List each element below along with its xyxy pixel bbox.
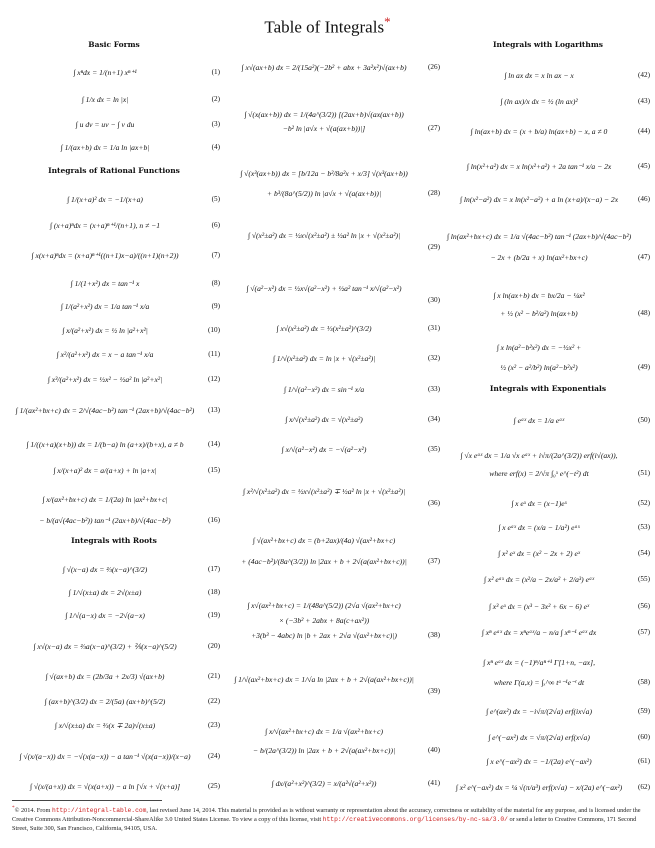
equation-number: (43): [638, 97, 650, 105]
equation-number: (26): [428, 63, 440, 71]
equation: ∫ √(x/(a−x)) dx = −√(x(a−x)) − a tan⁻¹ √(x(a−x))/(x−a): [19, 751, 191, 761]
equation: where erf(x) = 2/√π ∫₀ˣ e^(−t²) dt: [489, 468, 589, 478]
equation-row: [8, 637, 220, 655]
equation-row: [446, 518, 650, 536]
equation-number: (3): [211, 120, 220, 128]
equation: ∫ xⁿ eᵃˣ dx = (−1)ⁿ/aⁿ⁺¹ Γ[1+n, −ax],: [483, 657, 595, 667]
equation: ∫ u dv = uv − ∫ v du: [75, 119, 135, 129]
equation-number: (41): [428, 779, 440, 787]
equation: ∫ √x eᵃˣ dx = 1/a √x eᵃˣ + i√π/(2a^(3/2)) erf(i√(ax)),: [460, 450, 618, 460]
equation-row: [8, 560, 220, 578]
equation-number: (52): [638, 499, 650, 507]
equation: ∫ xⁿdx = 1/(n+1) xⁿ⁺¹: [73, 67, 137, 77]
equation: ∫ e^(ax²) dx = −i√π/(2√a) erf(ix√a): [485, 706, 592, 716]
equation-row: [226, 741, 440, 759]
equation-row: [446, 411, 650, 429]
equation: ∫ ln(x²+a²) dx = x ln(x²+a²) + 2a tan⁻¹ x/a − 2x: [466, 161, 612, 171]
equation-number: (46): [638, 195, 650, 203]
equation-number: (57): [638, 628, 650, 636]
equation: ∫ (ax+b)^(3/2) dx = 2/(5a) (ax+b)^(5/2): [44, 696, 166, 706]
equation: + ½ (x² − b²/a²) ln(ax+b): [500, 308, 578, 318]
equation-number: (36): [428, 499, 440, 507]
equation: ∫ ln(ax²+bx+c) dx = 1/a √(4ac−b²) tan⁻¹ (2ax+b)/√(4ac−b²): [446, 231, 632, 241]
equation: ∫ x eˣ dx = (x−1)eˣ: [511, 498, 567, 508]
equation: ∫ x/(a²+x²) dx = ½ ln |a²+x²|: [62, 325, 148, 335]
equation-row: [8, 692, 220, 710]
equation-number: (60): [638, 733, 650, 741]
equation: ∫ x/√(ax²+bx+c) dx = 1/a √(ax²+bx+c): [265, 726, 383, 736]
equation: ∫ ln(x²−a²) dx = x ln(x²−a²) + a ln (x+a)/(x−a) − 2x: [459, 194, 619, 204]
equation-row: [226, 238, 440, 256]
equation-number: (2): [211, 95, 220, 103]
equation-number: (21): [208, 672, 220, 680]
equation-number: (9): [211, 302, 220, 310]
equation: − b/(a√(4ac−b²)) tan⁻¹ (2ax+b)/√(4ac−b²): [39, 515, 171, 525]
equation-row: [226, 380, 440, 398]
section-heading-rational-functions: Integrals of Rational Functions: [48, 166, 180, 175]
equation-row: [226, 184, 440, 202]
equation: ∫ x eᵃˣ dx = (x/a − 1/a²) eᵃˣ: [498, 522, 580, 532]
equation-row: [226, 164, 440, 182]
equation-row: [446, 446, 650, 464]
equation-row: [8, 667, 220, 685]
equation-row: [226, 531, 440, 549]
equation-row: [446, 752, 650, 770]
equation-row: [446, 464, 650, 482]
equation-row: [8, 777, 220, 795]
equation-number: (56): [638, 602, 650, 610]
equation-number: (32): [428, 354, 440, 362]
equation: + (4ac−b²)/(8a^(3/2)) ln |2ax + b + 2√(a(ax²+bx+c))|: [241, 556, 407, 566]
creative-commons-link[interactable]: http://creativecommons.org/licenses/by-nc-sa/3.0/: [322, 815, 508, 823]
equation-row: [446, 570, 650, 588]
equation-number: (29): [428, 243, 440, 251]
equation-row: [8, 138, 220, 156]
equation: ∫ √(x(ax+b)) dx = 1/(4a^(3/2)) [(2ax+b)√(ax(ax+b)): [244, 109, 404, 119]
equation: ∫ x²/√(x²±a²) dx = ½x√(x²±a²) ∓ ½a² ln |x + √(x²±a²)|: [242, 486, 406, 496]
equation-row: [446, 338, 650, 356]
equation-number: (11): [208, 350, 220, 358]
equation: ∫ x ln(ax+b) dx = bx/2a − ¼x²: [493, 290, 585, 300]
equation-row: [446, 157, 650, 175]
equation-number: (47): [638, 253, 650, 261]
equation: +3(b³ − 4abc) ln |b + 2ax + 2√a √(ax²+bx+c)|): [251, 630, 397, 640]
equation: ∫ xⁿ eᵃˣ dx = xⁿeᵃˣ/a − n/a ∫ xⁿ⁻¹ eᵃˣ dx: [481, 627, 597, 637]
equation-row: [226, 626, 440, 644]
equation: ∫ 1/((x+a)(x+b)) dx = 1/(b−a) ln (a+x)/(b+x), a ≠ b: [26, 439, 184, 449]
equation-number: (19): [208, 611, 220, 619]
equation-number: (39): [428, 687, 440, 695]
equation-row: [226, 349, 440, 367]
equation-number: (33): [428, 385, 440, 393]
equation-row: [8, 190, 220, 208]
equation-row: [226, 319, 440, 337]
equation: ∫ x e^(−ax²) dx = −1/(2a) e^(−ax²): [486, 756, 592, 766]
equation: ∫ x/√(x²±a²) dx = √(x²±a²): [285, 414, 363, 424]
equation: ∫ x ln(a²−b²x²) dx = −½x² +: [496, 342, 582, 352]
equation: − b/(2a^(3/2)) ln |2ax + b + 2√(a(ax²+bx+c))|: [252, 745, 396, 755]
equation-number: (42): [638, 71, 650, 79]
equation-row: [446, 673, 650, 691]
equation-row: [8, 321, 220, 339]
equation-number: (45): [638, 162, 650, 170]
equation-row: [226, 58, 440, 76]
equation: ∫ 1/(ax+b) dx = 1/a ln |ax+b|: [60, 142, 150, 152]
equation-number: (50): [638, 416, 650, 424]
equation: ∫ eᵃˣ dx = 1/a eᵃˣ: [513, 415, 565, 425]
equation-row: [8, 370, 220, 388]
equation-number: (10): [208, 326, 220, 334]
equation: ∫ √(ax+b) dx = (2b/3a + 2x/3) √(ax+b): [45, 671, 165, 681]
equation-number: (12): [208, 375, 220, 383]
equation: ∫ x² e^(−ax²) dx = ¼ √(π/a³) erf(x√a) − x/(2a) e^(−ax²): [455, 782, 623, 792]
equation-row: [446, 623, 650, 641]
equation: ∫ (x+a)ⁿdx = (x+a)ⁿ⁺¹/(n+1), n ≠ −1: [49, 220, 161, 230]
equation: ∫ x√(x²±a²) dx = ⅓(x²±a²)^(3/2): [276, 323, 372, 333]
equation-row: [8, 216, 220, 234]
equation: ∫ x³ eˣ dx = (x³ − 3x² + 6x − 6) eˣ: [488, 601, 590, 611]
equation-row: [8, 246, 220, 264]
equation: ∫ 1/(x+a)² dx = −1/(x+a): [67, 194, 143, 204]
equation: ∫ dx/(a²+x²)^(3/2) = x/(a²√(a²+x²)): [271, 778, 377, 788]
equation-number: (14): [208, 440, 220, 448]
integral-table-link[interactable]: http://integral-table.com: [51, 807, 147, 815]
equation-number: (40): [428, 746, 440, 754]
footnote: [12, 804, 646, 833]
equation-row: [8, 583, 220, 601]
equation-row: [226, 682, 440, 700]
equation-row: [446, 248, 650, 266]
section-heading-logarithms: Integrals with Logarithms: [492, 40, 604, 49]
equation: where Γ(a,x) = ∫ₓ^∞ tᵃ⁻¹e⁻ᵗ dt: [493, 677, 585, 687]
equation: ∫ x³/(a²+x²) dx = ½x² − ½a² ln |a²+x²|: [47, 374, 163, 384]
equation: ∫ 1/√(x±a) dx = 2√(x±a): [68, 587, 142, 597]
equation-row: [8, 716, 220, 734]
footnote-text-post: or send a letter to Creative Commons, 171 Second Street, Suite 300, San Francisco, California, 94105, USA.: [12, 815, 637, 832]
equation-row: [446, 778, 650, 796]
equation-number: (51): [638, 469, 650, 477]
equation-number: (17): [208, 565, 220, 573]
equation-number: (49): [638, 363, 650, 371]
equation: ∫ x² eˣ dx = (x² − 2x + 2) eˣ: [498, 548, 580, 558]
equation-row: [8, 401, 220, 419]
equation: ∫ √(x³(ax+b)) dx = [b/12a − b²/8a²x + x/3] √(x³(ax+b)): [240, 168, 408, 178]
equation-number: (27): [428, 124, 440, 132]
column-right: [446, 36, 650, 796]
equation-row: [446, 728, 650, 746]
equation-row: [8, 297, 220, 315]
equation-number: (13): [208, 406, 220, 414]
equation-row: [226, 722, 440, 740]
equation-row: [226, 494, 440, 512]
equation-row: [446, 653, 650, 671]
equation-row: [226, 774, 440, 792]
equation-number: (4): [211, 143, 220, 151]
equation-number: (31): [428, 324, 440, 332]
equation: ∫ √(ax²+bx+c) dx = (b+2ax)/(4a) √(ax²+bx+c): [252, 535, 396, 545]
column-middle: [226, 36, 440, 796]
section-heading-roots: Integrals with Roots: [71, 536, 157, 545]
equation: ∫ x(x+a)ⁿdx = (x+a)ⁿ⁺¹((n+1)x−a)/((n+1)(n+2)): [31, 250, 179, 260]
equation-number: (59): [638, 707, 650, 715]
equation-number: (58): [638, 678, 650, 686]
equation: − 2x + (b/2a + x) ln(ax²+bx+c): [490, 252, 588, 262]
equation-row: [8, 511, 220, 529]
equation-row: [446, 190, 650, 208]
equation: ∫ x/√(a²−x²) dx = −√(a²−x²): [281, 444, 367, 454]
equation: ∫ e^(−ax²) dx = √π/(2√a) erf(x√a): [488, 732, 590, 742]
equation-number: (23): [208, 721, 220, 729]
equation: + b³/(8a^(5/2)) ln |a√x + √(a(ax+b))|: [266, 188, 382, 198]
equation: ∫ (ln ax)/x dx = ½ (ln ax)²: [500, 96, 578, 106]
equation: ∫ 1/√(a−x) dx = −2√(a−x): [65, 610, 145, 620]
equation-number: (1): [211, 68, 220, 76]
equation-number: (61): [638, 757, 650, 765]
footnote-text-pre: © 2014. From: [14, 807, 52, 815]
equation-row: [446, 122, 650, 140]
equation-number: (24): [208, 752, 220, 760]
equation: ∫ x√(ax²+bx+c) = 1/(48a^(5/2)) (2√a √(ax²+bx+c): [247, 600, 401, 610]
footnote-rule: [12, 800, 162, 801]
equation-number: (38): [428, 631, 440, 639]
equation-number: (8): [211, 279, 220, 287]
equation-number: (62): [638, 783, 650, 791]
equation-row: [446, 702, 650, 720]
equation-number: (28): [428, 189, 440, 197]
equation: ∫ 1/√(a²−x²) dx = sin⁻¹ x/a: [283, 384, 365, 394]
equation: ∫ 1/x dx = ln |x|: [81, 94, 129, 104]
equation: ∫ 1/√(ax²+bx+c) dx = 1/√a ln |2ax + b + 2√(a(ax²+bx+c))|: [234, 674, 414, 684]
equation-row: [446, 597, 650, 615]
page-title: [0, 14, 655, 38]
equation-number: (55): [638, 575, 650, 583]
equation-number: (30): [428, 296, 440, 304]
equation: ∫ 1/(a²+x²) dx = 1/a tan⁻¹ x/a: [60, 301, 150, 311]
equation-row: [446, 66, 650, 84]
equation-number: (48): [638, 309, 650, 317]
equation-number: (16): [208, 516, 220, 524]
equation-number: (7): [211, 251, 220, 259]
equation: ∫ x/(x+a)² dx = a/(a+x) + ln |a+x|: [53, 465, 157, 475]
equation: −b² ln |a√x + √(a(ax+b))|]: [282, 123, 366, 133]
title-footnote-mark: *: [384, 14, 391, 29]
title-text: Table of Integrals: [264, 17, 385, 37]
equation: ½ (x² − a²/b²) ln(a²−b²x²): [500, 362, 578, 372]
equation: ∫ ln ax dx = x ln ax − x: [504, 70, 574, 80]
equation-number: (53): [638, 523, 650, 531]
equation-number: (18): [208, 588, 220, 596]
equation: ∫ 1/√(x²±a²) dx = ln |x + √(x²±a²)|: [272, 353, 376, 363]
equation: ∫ x²/(a²+x²) dx = x − a tan⁻¹ x/a: [56, 349, 154, 359]
equation-row: [8, 90, 220, 108]
equation: × (−3b² + 2abx + 8a(c+ax²)): [278, 615, 370, 625]
footnote-mark: *: [12, 805, 15, 811]
equation-row: [446, 227, 650, 245]
equation-row: [8, 274, 220, 292]
equation: ∫ √(x−a) dx = ⅔(x−a)^(3/2): [62, 564, 148, 574]
equation: ∫ ln(ax+b) dx = (x + b/a) ln(ax+b) − x, a ≠ 0: [470, 126, 608, 136]
section-heading-exponentials: Integrals with Exponentials: [489, 384, 607, 393]
equation-number: (20): [208, 642, 220, 650]
equation: ∫ 1/(ax²+bx+c) dx = 2/√(4ac−b²) tan⁻¹ (2ax+b)/√(4ac−b²): [15, 405, 195, 415]
equation: ∫ x/√(x±a) dx = ⅔(x ∓ 2a)√(x±a): [54, 720, 156, 730]
equation-row: [226, 552, 440, 570]
equation-row: [8, 63, 220, 81]
column-left: [8, 36, 220, 796]
equation-row: [8, 606, 220, 624]
equation-number: (6): [211, 221, 220, 229]
equation-row: [226, 119, 440, 137]
equation-row: [8, 490, 220, 508]
equation: ∫ x/(ax²+bx+c) dx = 1/(2a) ln |ax²+bx+c|: [42, 494, 168, 504]
equation-row: [8, 345, 220, 363]
equation: ∫ x√(ax+b) dx = 2/(15a²)(−2b² + abx + 3a²x²)√(ax+b): [241, 62, 407, 72]
equation: ∫ 1/(1+x²) dx = tan⁻¹ x: [70, 278, 140, 288]
equation-row: [446, 544, 650, 562]
section-heading-basic-forms: Basic Forms: [88, 40, 140, 49]
equation-number: (25): [208, 782, 220, 790]
equation-number: (5): [211, 195, 220, 203]
equation: ∫ √(x²±a²) dx = ½x√(x²±a²) ± ½a² ln |x + √(x²±a²)|: [247, 230, 401, 240]
equation-number: (44): [638, 127, 650, 135]
equation: ∫ √(a²−x²) dx = ½x√(a²−x²) + ½a² tan⁻¹ x/√(a²−x²): [246, 283, 402, 293]
equation: ∫ √(x/(a+x)) dx = √(x(a+x)) − a ln [√x + √(x+a)]: [29, 781, 181, 791]
equation-row: [446, 494, 650, 512]
equation-number: (22): [208, 697, 220, 705]
equation-row: [8, 435, 220, 453]
equation-row: [8, 115, 220, 133]
equation-row: [446, 304, 650, 322]
equation-number: (37): [428, 557, 440, 565]
equation-row: [446, 92, 650, 110]
equation: ∫ x√(x−a) dx = ⅔a(x−a)^(3/2) + ⅖(x−a)^(5/2): [33, 641, 177, 651]
equation: ∫ x² eᵃˣ dx = (x²/a − 2x/a² + 2/a³) eᵃˣ: [483, 574, 595, 584]
equation-row: [8, 747, 220, 765]
equation-row: [226, 440, 440, 458]
footnote-text-mid: , last revised June 14, 2014. This material is provided as is without warranty or representation about the accuracy, correctness or suitability of the material for any purpose, and is licensed under the Creative Commons Attribution-Noncommercial-ShareAlike 3.0 United States License. To view a copy of this license, visit: [12, 807, 641, 823]
equation-row: [226, 291, 440, 309]
equation-row: [446, 358, 650, 376]
equation-number: (34): [428, 415, 440, 423]
equation-number: (15): [208, 466, 220, 474]
equation-row: [446, 286, 650, 304]
equation-number: (35): [428, 445, 440, 453]
equation-number: (54): [638, 549, 650, 557]
equation-row: [8, 461, 220, 479]
equation-row: [226, 410, 440, 428]
